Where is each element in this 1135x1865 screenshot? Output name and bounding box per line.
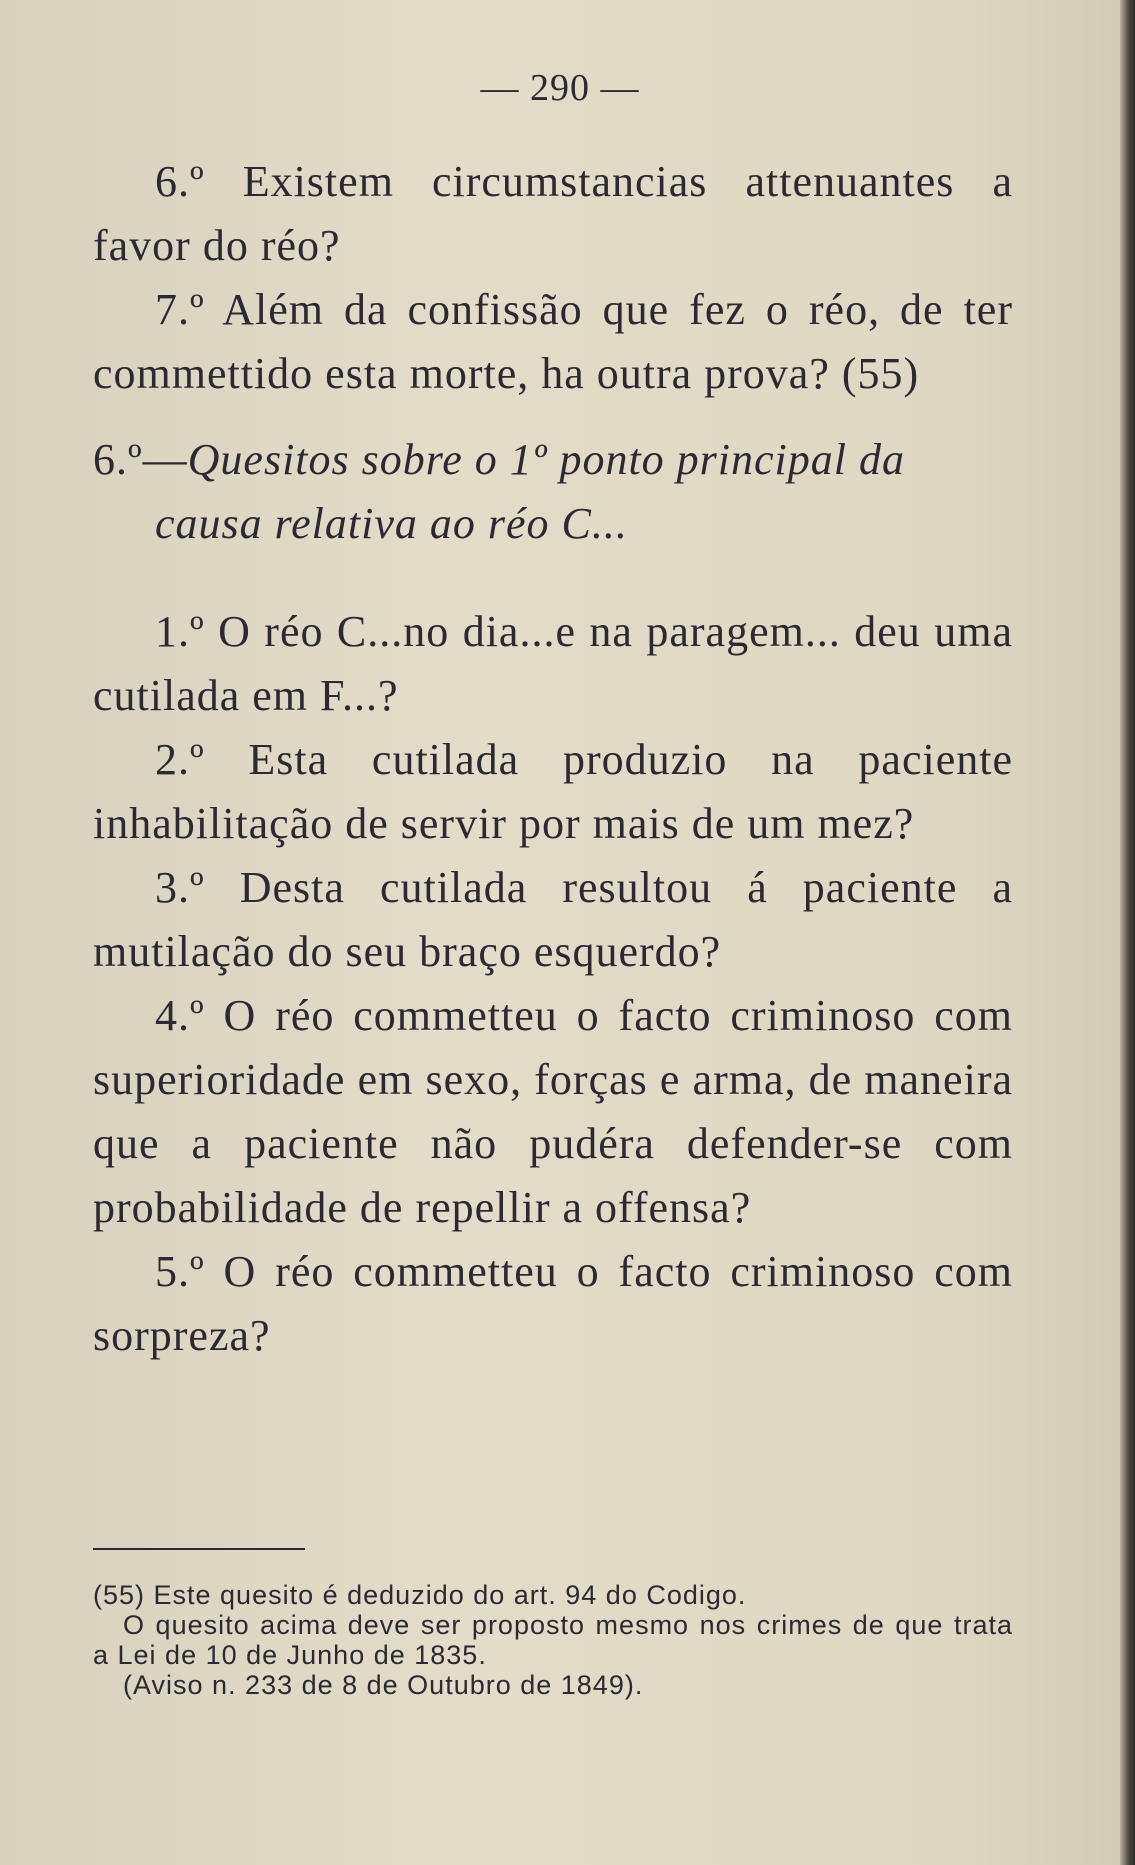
question-paragraph: 7.º Além da confissão que fez o réo, de ter commettido esta morte, ha outra prova? (55) (93, 285, 1013, 398)
question-paragraph: 4.º O réo commetteu o facto criminoso com superioridade em sexo, forças e arma, de maneira que a paciente não pudéra defender-se com probabilidade de repellir a offensa? (93, 991, 1013, 1232)
book-gutter (1120, 0, 1135, 1865)
footnote-line: (Aviso n. 233 de 8 de Outubro de 1849). (123, 1670, 644, 1700)
question-paragraph: 5.º O réo commetteu o facto criminoso com sorpreza? (93, 1247, 1013, 1360)
section-heading (93, 428, 1013, 556)
question-paragraph: 2.º Esta cutilada produzio na paciente inhabilitação de servir por mais de um mez? (93, 735, 1013, 848)
footnote-rule (93, 1548, 305, 1550)
section-number: 6.º— (93, 435, 188, 484)
question-paragraph: 1.º O réo C...no dia...e na paragem... deu uma cutilada em F...? (93, 607, 1013, 720)
footnote-line: (55) Este quesito é deduzido do art. 94 do Codigo. (93, 1580, 747, 1610)
section-title: Quesitos sobre o 1º ponto principal da causa relativa ao réo C... (155, 435, 905, 548)
question-paragraph: 6.º Existem circumstancias attenuantes a favor do réo? (93, 157, 1013, 270)
main-text (93, 150, 1013, 1368)
footnote-line: O quesito acima deve ser proposto mesmo nos crimes de que trata a Lei de 10 de Junho de 1835. (93, 1610, 1013, 1670)
footnotes (93, 1548, 1013, 1700)
question-paragraph: 3.º Desta cutilada resultou á paciente a mutilação do seu braço esquerdo? (93, 863, 1013, 976)
page-number: — 290 — (480, 67, 640, 109)
